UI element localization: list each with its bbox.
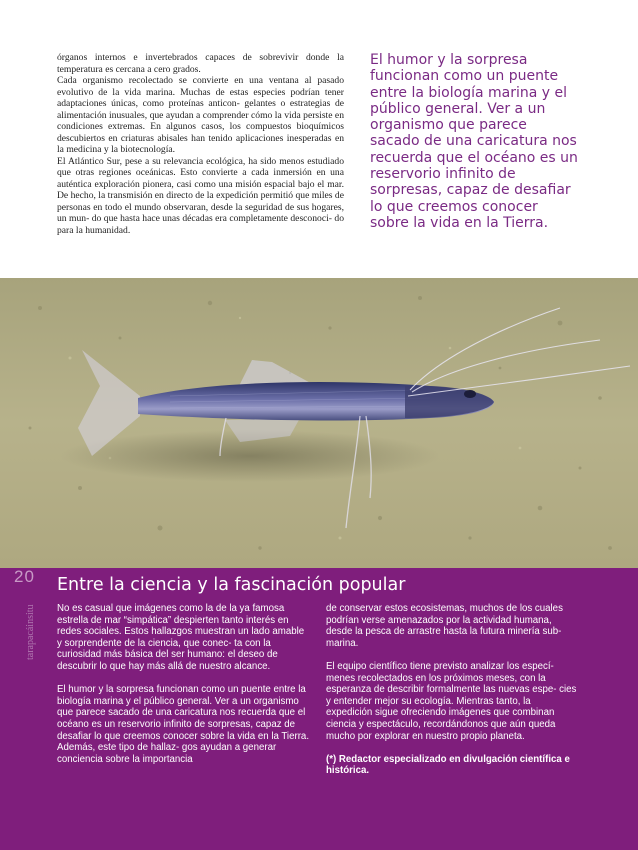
article-column-left xyxy=(57,603,309,777)
paragraph: No es casual que imágenes como la de la ya famosa estrella de mar “simpática” despierten tanto interés en redes sociales. Estos hallazgos muestran un lado amable y sorprendente de la ciencia, que conec- ta con la curiosidad más básica del ser humano: el deseo de descubrir lo que hay más allá de nuestro alcance. xyxy=(57,603,305,672)
paragraph: El humor y la sorpresa funcionan como un puente entre la biología marina y el público general. Ver a un organismo que parece sacado de una caricatura nos recuerda que el océano es un reservorio infinito de sorpresas, capaz de desafiar lo que creemos conocer sobre la vida en la Tierra. Además, este tipo de hallaz- gos ayudan a generar conciencia sobre la importancia xyxy=(57,684,310,765)
paragraph: órganos internos e invertebrados capaces de sobrevivir donde la temperatura es cercana a cero grados. xyxy=(57,52,344,75)
paragraph: Cada organismo recolectado se convierte en una ventana al pasado evolutivo de la vida marina. Muchas de estas especies podrían tener adaptaciones únicas, como proteínas anticon- gelantes o estrategias de alimentación inusuales, que ayudan a comprender cómo la vida persiste en condiciones extremas. En algunos casos, los compuestos bioquímicos descubiertos en criaturas abisales han tenido aplicaciones inesperadas en la medicina y la biotecnología. xyxy=(57,75,344,155)
pull-quote: El humor y la sorpresa funcionan como un puente entre la biología marina y el público general. Ver a un organismo que parece sacado de una caricatura nos recuerda que el océano es un reservorio infinito de sorpresas, capaz de desafiar lo que creemos conocer sobre la vida en la Tierra. xyxy=(370,52,578,231)
section-title: Entre la ciencia y la fascinación popular xyxy=(57,575,406,595)
paragraph: El equipo científico tiene previsto analizar los especí- menes recolectados en los próximos meses, con la esperanza de describir formalmente las nuevas espe- cies y entender mejor su ecología. Mientras tanto, la expedición sigue ofreciendo imágenes que combinan ciencia y espectáculo, recordándonos que aún queda mucho por explorar en nuestro propio planeta. xyxy=(326,660,577,742)
author-credit: (*) Redactor especializado en divulgación científica e histórica. xyxy=(326,753,570,777)
article-column-top xyxy=(57,52,344,236)
tripod-fish-illustration xyxy=(0,278,638,568)
paragraph: de conservar estos ecosistemas, muchos de los cuales podrían verse amenazados por la actividad humana, desde la pesca de arrastre hasta la futura minería sub- marina. xyxy=(326,603,563,649)
tripod-fish-photo xyxy=(0,278,638,568)
page-number: 20 xyxy=(14,567,35,586)
magazine-name: tarapacáinsitu xyxy=(25,604,36,660)
paragraph: El Atlántico Sur, pese a su relevancia ecológica, ha sido menos estudiado que otras regiones oceánicas. Esto convierte a cada inmersión en una auténtica exploración pionera, casi como una misión espacial bajo el mar. De hecho, la transmisión en directo de la expedición permitió que miles de personas en todo el mundo observaran, desde la seguridad de sus hogares, un mun- do que hasta hace unas décadas era completamente desconoci- do para la humanidad. xyxy=(57,155,344,236)
article-column-right xyxy=(326,603,578,789)
